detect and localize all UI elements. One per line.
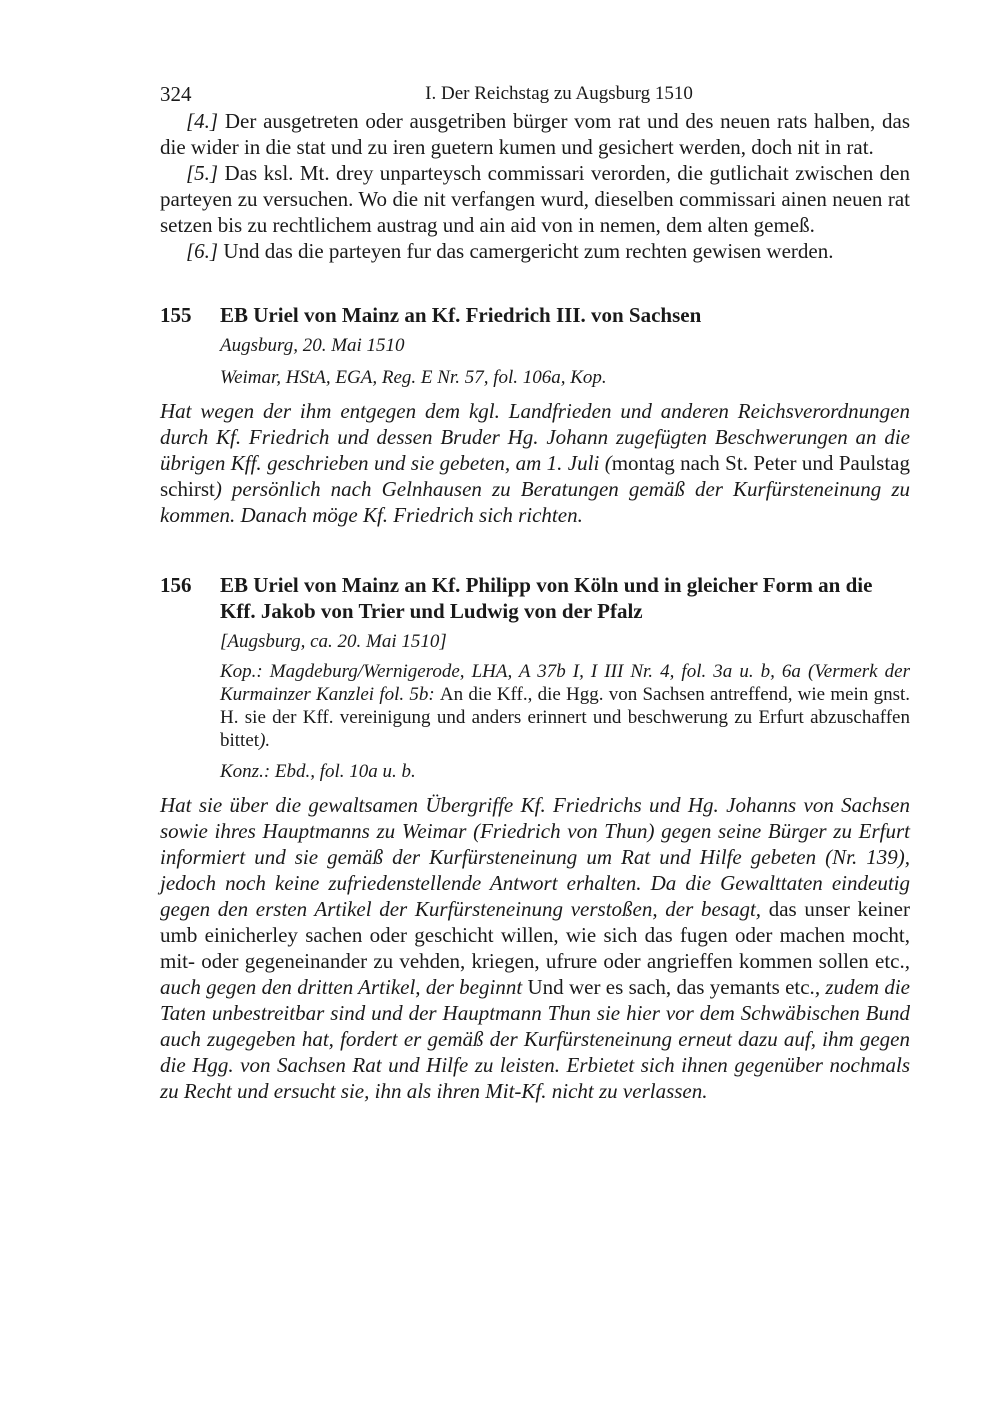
summary-segment: , zudem die Taten unbestreitbar sind und der Hauptmann Thun sie hier vor dem Schwäbischen Bund auch zugegeben hat, fordert er gemäß der Kurfürsteneinung erneut dazu auf, ihm gegen die Hgg. von Sachsen Rat und Hilfe zu leisten. Erbietet sich ihnen gegenüber nochmals zu Recht und ersucht sie, ihn als ihren Mit-Kf. nicht zu verlassen. bbox=[160, 975, 911, 1103]
summary-segment: , auch gegen den dritten Artikel, der beginnt bbox=[160, 949, 910, 999]
source-reference bbox=[160, 660, 910, 752]
paragraph-mark: [4.] bbox=[186, 109, 219, 133]
document-number: 156 bbox=[160, 573, 192, 597]
document-page bbox=[160, 78, 910, 1104]
summary-segment: Hat wegen der ihm entgegen dem kgl. Landfrieden und anderen Reichsverordnungen durch Kf. Friedrich und dessen Bruder Hg. Johann zugefügten Beschwerungen an die übrigen Kff. geschrieben und sie gebeten, am 1. Juli ( bbox=[160, 399, 910, 475]
source-reference: Weimar, HStA, EGA, Reg. E Nr. 57, fol. 106a, Kop. bbox=[220, 367, 607, 388]
document-summary bbox=[160, 792, 910, 1104]
summary-segment: Hat sie über die gewaltsamen Übergriffe Kf. Friedrichs und Hg. Johanns von Sachsen sowie ihres Hauptmanns zu Weimar (Friedrich von Thun) gegen seine Bürger zu Erfurt informiert und sie gemäß der Kurfürsteneinung um Rat und Hilfe gebeten (Nr. 139), jedoch noch keine zufriedenstellende Antwort erhalten. Da die Gewalttaten eindeutig gegen den ersten Artikel der Kurfürsteneinung verstoßen, der besagt, bbox=[160, 793, 910, 921]
summary-segment: Und wer es sach, das yemants etc. bbox=[527, 975, 815, 999]
paragraph-text: Das ksl. Mt. drey unparteysch commissari verorden, die gutlichait zwischen den parteyen zu versuchen. Wo die nit verfangen wurd, dieselben commissari ainen neuen rat setzen bis zu rechtlichem austrag und ain aid von in nemen, dem alten gemeß. bbox=[160, 161, 910, 237]
place-date: Augsburg, 20. Mai 1510 bbox=[220, 335, 405, 356]
summary-segment: das unser keiner umb einicherley sachen oder geschicht willen, wie sich das fugen oder machen mocht, mit- oder gegeneinander zu vehden, kriegen, ufrure oder angrieffen kommen sollen etc. bbox=[160, 897, 910, 973]
running-header bbox=[160, 78, 910, 108]
paragraph-mark: [5.] bbox=[186, 161, 219, 185]
running-title: I. Der Reichstag zu Augsburg 1510 bbox=[425, 83, 693, 104]
document-title: EB Uriel von Mainz an Kf. Philipp von Köln und in gleicher Form an die Kff. Jakob von Trier und Ludwig von der Pfalz bbox=[220, 573, 873, 623]
concept-reference: Konz.: Ebd., fol. 10a u. b. bbox=[220, 761, 416, 782]
summary-segment: ) persönlich nach Gelnhausen zu Beratungen gemäß der Kurfürsteneinung zu kommen. Danach möge Kf. Friedrich sich richten. bbox=[160, 477, 910, 527]
summary-segment: montag nach St. Peter und Paulstag schirst bbox=[160, 451, 910, 501]
document-number: 155 bbox=[160, 303, 192, 327]
place-date: [Augsburg, ca. 20. Mai 1510] bbox=[220, 631, 447, 652]
paragraph-4 bbox=[160, 108, 910, 160]
page-number: 324 bbox=[160, 82, 192, 106]
document-title: EB Uriel von Mainz an Kf. Friedrich III. von Sachsen bbox=[220, 303, 702, 327]
document-155 bbox=[160, 302, 910, 528]
paragraph-text: Und das die parteyen fur das camergericht zum rechten gewisen werden. bbox=[218, 239, 834, 263]
paragraph-5 bbox=[160, 160, 910, 238]
document-156 bbox=[160, 572, 910, 1104]
source-segment: ). bbox=[259, 730, 271, 751]
source-segment: Kop.: Magdeburg/Wernigerode, LHA, A 37b I, I III Nr. 4, fol. 3a u. b, 6a (Vermerk der Kurmainzer Kanzlei fol. 5b: bbox=[220, 661, 910, 705]
paragraph-6 bbox=[160, 238, 910, 264]
paragraph-text: Der ausgetreten oder ausgetriben bürger vom rat und des neuen rats halben, das die wider in die stat und zu iren guetern kumen und gesichert werden, doch nit in rat. bbox=[160, 109, 910, 159]
document-summary bbox=[160, 398, 910, 528]
source-segment: An die Kff., die Hgg. von Sachsen antreffend, wie mein gnst. H. sie der Kff. vereinigung und anders erinnert und beschwerung zu Erfurt abzuschaffen bittet bbox=[220, 684, 910, 751]
paragraph-mark: [6.] bbox=[186, 239, 219, 263]
document-heading bbox=[160, 302, 910, 328]
document-heading bbox=[160, 572, 910, 624]
